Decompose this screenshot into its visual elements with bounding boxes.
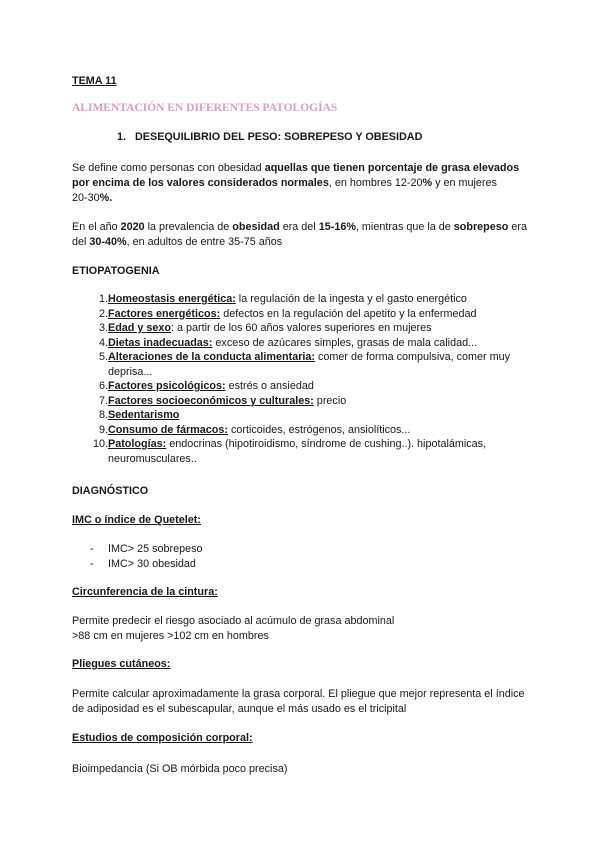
list-item: [98, 408, 180, 423]
pliegues-heading: Pliegues cutáneos:: [72, 658, 171, 670]
list-number: 5.: [98, 351, 108, 363]
imc-item: IMC> 25 sobrepeso: [108, 543, 203, 555]
list-item: [98, 307, 477, 322]
list-item: [98, 423, 411, 438]
list-number: 1.: [98, 293, 108, 305]
text-run: era: [508, 221, 527, 233]
pliegues-text: de adiposidad es el subescapular, aunque el más usado es el tricipital: [72, 703, 407, 715]
text-run: y en mujeres: [432, 177, 497, 189]
bullet-dash: -: [90, 558, 94, 570]
list-label: Sedentarismo: [108, 409, 180, 421]
list-number: 10.: [92, 438, 108, 450]
list-item: [98, 292, 467, 307]
list-label: Patologías:: [108, 438, 167, 450]
list-label: Edad y sexo: [108, 322, 172, 334]
list-number: 4.: [98, 336, 108, 349]
cintura-text: >88 cm en mujeres >102 cm en hombres: [72, 630, 269, 642]
text-run: , mientras que la de: [355, 221, 454, 233]
list-number: 2.: [98, 307, 108, 320]
list-text: defectos en la regulación del apetito y la enfermedad: [220, 307, 477, 320]
diagnostico-heading: DIAGNÓSTICO: [72, 485, 149, 497]
text-run: 15-16%: [318, 221, 356, 233]
text-run: 20-30: [72, 192, 100, 204]
section-title: DESEQUILIBRIO DEL PESO: SOBREPESO Y OBESIDAD: [135, 131, 423, 143]
paragraph-line: [72, 160, 519, 176]
text-run: aquellas que tienen porcentaje de grasa elevados: [264, 162, 520, 174]
list-number: 9.: [98, 423, 108, 436]
list-item-continuation: neuromusculares..: [108, 452, 197, 465]
text-run: 2020: [120, 221, 145, 233]
section-number: 1.: [117, 131, 127, 143]
list-label: Dietas inadecuadas:: [108, 336, 213, 349]
text-run: por encima de los valores considerados normales: [72, 177, 329, 189]
paragraph-line: [72, 175, 497, 191]
list-label: Homeostasis energética:: [108, 293, 236, 305]
list-item: [98, 394, 347, 409]
list-number: 6.: [98, 380, 108, 392]
list-number: 7.: [98, 394, 108, 407]
list-item: [98, 350, 511, 365]
text-run: del: [72, 236, 90, 248]
imc-item: IMC> 30 obesidad: [108, 558, 196, 570]
text-run: , en adultos de entre 35-75 años: [126, 236, 283, 248]
paragraph-line: [72, 219, 527, 235]
paragraph-line: [72, 190, 112, 206]
list-item: [98, 321, 432, 336]
text-run: obesidad: [232, 221, 280, 233]
tema-label: TEMA 11: [72, 75, 117, 87]
paragraph-line: [72, 234, 282, 250]
text-run: Se define como personas con obesidad: [72, 162, 265, 174]
list-text: : a partir de los 60 años valores superiores en mujeres: [171, 322, 432, 334]
list-text: exceso de azúcares simples, grasas de mala calidad...: [212, 336, 478, 349]
etiopatogenia-heading: ETIOPATOGENIA: [72, 265, 160, 277]
list-text: endocrinas (hipotiroidismo, síndrome de cushing..). hipotalámicas,: [166, 438, 487, 450]
cintura-heading: Circunferencia de la cintura:: [72, 586, 218, 598]
text-run: sobrepeso: [453, 221, 509, 233]
text-run: 30-40%: [89, 236, 127, 248]
text-run: la prevalencia de: [144, 221, 233, 233]
cintura-text: Permite predecir el riesgo asociado al acúmulo de grasa abdominal: [72, 615, 395, 627]
text-run: era del: [279, 221, 319, 233]
list-number: 3.: [98, 322, 108, 334]
list-item: [98, 379, 314, 394]
estudios-text: Bioimpedancia (Si OB mórbida poco precisa): [72, 763, 288, 775]
list-item: [98, 336, 478, 351]
bullet-dash: -: [90, 543, 94, 555]
text-run: %: [422, 177, 433, 189]
imc-heading: IMC o índice de Quetelet:: [72, 514, 201, 526]
pliegues-text: Permite calcular aproximadamente la grasa corporal. El pliegue que mejor representa el índice: [72, 688, 525, 700]
estudios-heading: Estudios de composición corporal:: [72, 732, 253, 744]
list-item: [92, 437, 487, 452]
list-text: precio: [313, 394, 347, 407]
list-number: 8.: [98, 409, 108, 421]
text-run: , en hombres 12-20: [328, 177, 423, 189]
text-run: En el año: [72, 221, 121, 233]
list-label: Alteraciones de la conducta alimentaria:: [108, 351, 316, 363]
list-label: Consumo de fármacos:: [108, 423, 228, 436]
list-text: estrés o ansiedad: [225, 380, 314, 392]
text-run: %.: [99, 192, 113, 204]
list-text: comer de forma compulsiva, comer muy: [315, 351, 511, 363]
list-label: Factores socioeconómicos y culturales:: [108, 394, 314, 407]
list-text: la regulación de la ingesta y el gasto energético: [235, 293, 467, 305]
subject-title: ALIMENTACIÓN EN DIFERENTES PATOLOGÍAS: [72, 102, 338, 114]
list-label: Factores psicológicos:: [108, 380, 226, 392]
list-text: corticoides, estrógenos, ansiolíticos...: [228, 423, 411, 436]
list-label: Factores energéticos:: [108, 307, 221, 320]
list-item-continuation: deprisa...: [108, 365, 153, 378]
